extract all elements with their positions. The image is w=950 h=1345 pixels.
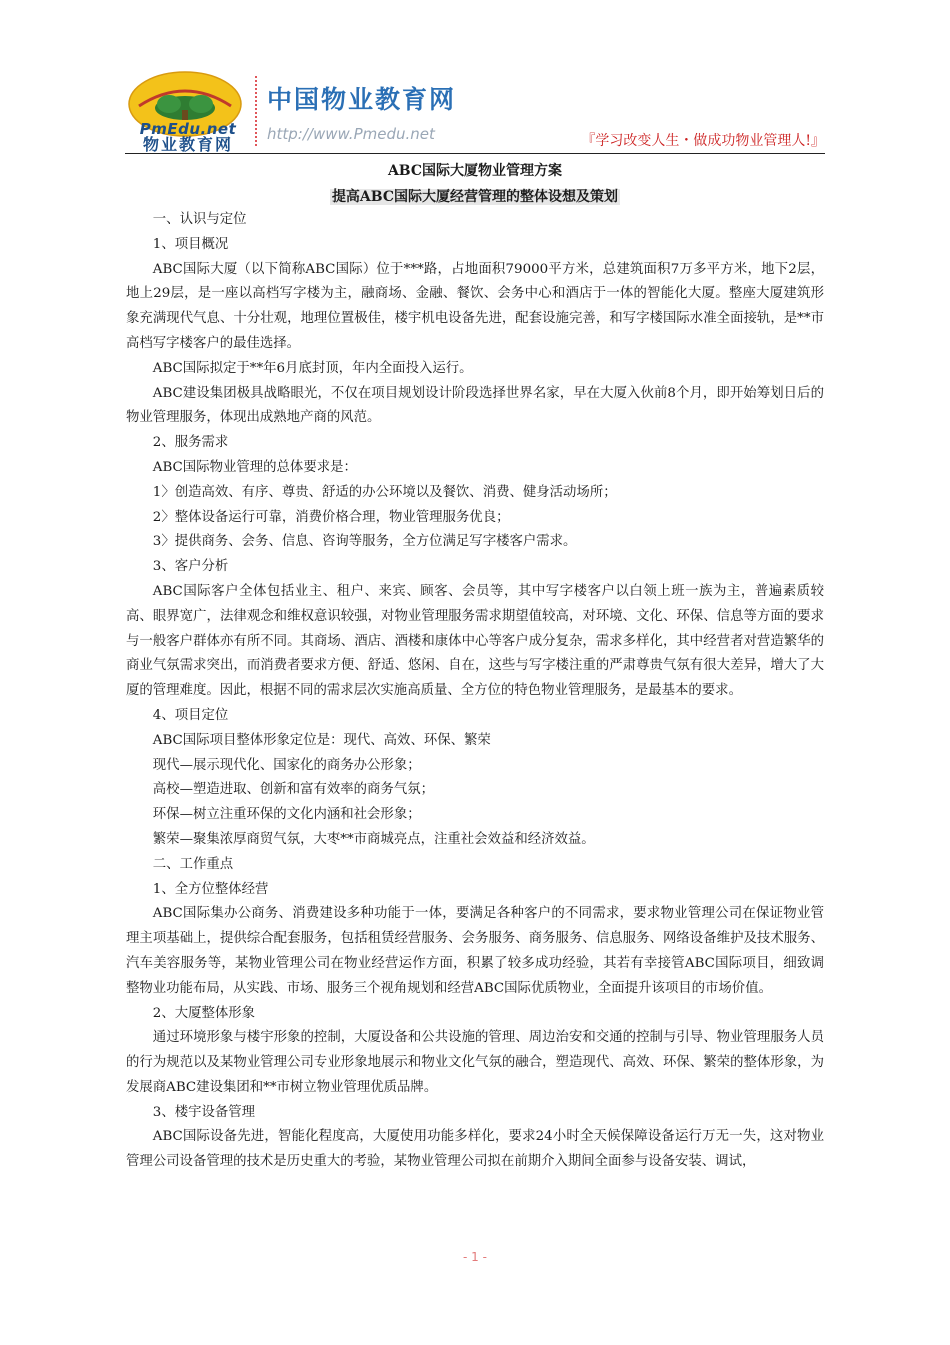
body-paragraph: ABC国际物业管理的总体要求是：: [152, 459, 357, 475]
body-paragraph: ABC国际拟定于**年6月底封顶，年内全面投入运行。: [152, 360, 473, 376]
list-item: 2〉整体设备运行可靠，消费价格合理，物业管理服务优良；: [152, 509, 510, 525]
body-paragraph: 通过环境形象与楼宇形象的控制，大厦设备和公共设施的管理、周边治安和交通的控制与引导、物业管理服务人员的行为规范以及某物业管理公司专业形象地展示和物业文化气氛的融合，塑造现代、高效、环保、繁荣的整体形象，为发展商ABC建设集团和**市树立物业管理优质品牌。: [126, 1030, 824, 1095]
header-divider: [255, 76, 257, 146]
subsection-heading: 2、大厦整体形象: [152, 1005, 256, 1021]
subsection-heading: 2、服务需求: [152, 435, 229, 451]
body-paragraph: ABC国际设备先进，智能化程度高，大厦使用功能多样化，要求24小时全天候保障设备运行万无一失，这对物业管理公司设备管理的技术是历史重大的考验，某物业管理公司拟在前期介入期间全面参与设备安装、调试，: [126, 1129, 824, 1170]
logo-english: PmEdu.net: [139, 120, 237, 138]
subsection-heading: 3、客户分析: [152, 559, 229, 575]
body-paragraph: ABC国际项目整体形象定位是：现代、高效、环保、繁荣: [152, 732, 491, 748]
list-item: 环保—树立注重环保的文化内涵和社会形象；: [152, 807, 421, 823]
list-item: 高校—塑造进取、创新和富有效率的商务气氛；: [152, 782, 434, 798]
document-subtitle: 提高ABC国际大厦经营管理的整体设想及策划: [331, 189, 619, 205]
site-slogan: 『学习改变人生・做成功物业管理人!』: [581, 133, 825, 149]
list-item: 繁荣—聚集浓厚商贸气氛，大枣**市商城亮点，注重社会效益和经济效益。: [152, 831, 595, 847]
list-item: 1〉创造高效、有序、尊贵、舒适的办公环境以及餐饮、消费、健身活动场所；: [152, 484, 617, 500]
subsection-heading: 1、项目概况: [152, 236, 229, 252]
list-item: 3〉提供商务、会务、信息、咨询等服务，全方位满足写字楼客户需求。: [152, 534, 577, 550]
document-title: ABC国际大厦物业管理方案: [387, 163, 563, 179]
page-number: - 1 -: [463, 1250, 487, 1264]
section-heading: 二、工作重点: [152, 856, 234, 872]
section-heading: 一、认识与定位: [152, 212, 247, 227]
document-body: [126, 208, 824, 1175]
site-name: 中国物业教育网: [267, 85, 457, 114]
subsection-heading: 4、项目定位: [152, 707, 229, 723]
body-paragraph: ABC建设集团极具战略眼光，不仅在项目规划设计阶段选择世界名家，早在大厦入伙前8个月，即开始筹划日后的物业管理服务，体现出成熟地产商的风范。: [126, 385, 824, 426]
subsection-heading: 1、全方位整体经营: [152, 881, 269, 897]
list-item: 现代—展示现代化、国家化的商务办公形象；: [152, 757, 421, 773]
logo-chinese: 物业教育网: [142, 135, 233, 154]
subsection-heading: 3、楼宇设备管理: [152, 1104, 256, 1120]
body-paragraph: ABC国际客户全体包括业主、租户、来宾、顾客、会员等，其中写字楼客户以白领上班一族为主，普遍素质较高、眼界宽广，法律观念和维权意识较强，对物业管理服务需求期望值较高，对环境、文化、环保、信息等方面的要求与一般客户群体亦有所不同。其商场、酒店、酒楼和康体中心等客户成分复杂，需求多样化，其中经营者对营造繁华的商业气氛需求突出，而消费者要求方便、舒适、悠闲、自在，这些与写字楼注重的严肃尊贵气氛有很大差异，增大了大厦的管理难度。因此，根据不同的需求层次实施高质量、全方位的特色物业管理服务，是最基本的要求。: [126, 583, 824, 699]
header-rule: [125, 153, 825, 154]
body-paragraph: ABC国际集办公商务、消费建设多种功能于一体，要满足各种客户的不同需求，要求物业管理公司在保证物业管理主项基础上，提供综合配套服务，包括租赁经营服务、会务服务、商务服务、信息服务、网络设备维护及技术服务、汽车美容服务等，某物业管理公司在物业经营运作方面，积累了较多成功经验，其若有幸接管ABC国际项目，细致调整物业功能布局，从实践、市场、服务三个视角规划和经营ABC国际优质物业，全面提升该项目的市场价值。: [126, 906, 824, 996]
body-paragraph: ABC国际大厦（以下简称ABC国际）位于***路，占地面积79000平方米，总建筑面积7万多平方米，地下2层，地上29层，是一座以高档写字楼为主，融商场、金融、餐饮、会务中心和酒店于一体的智能化大厦。整座大厦建筑形象充满现代气息、十分壮观，地理位置极佳，楼宇机电设备先进，配套设施完善，和写字楼国际水准全面接轨，是**市高档写字楼客户的最佳选择。: [126, 261, 824, 351]
site-url[interactable]: http://www.Pmedu.net: [267, 125, 435, 143]
document-subtitle-wrap: [0, 186, 950, 206]
page-header: [125, 70, 825, 154]
